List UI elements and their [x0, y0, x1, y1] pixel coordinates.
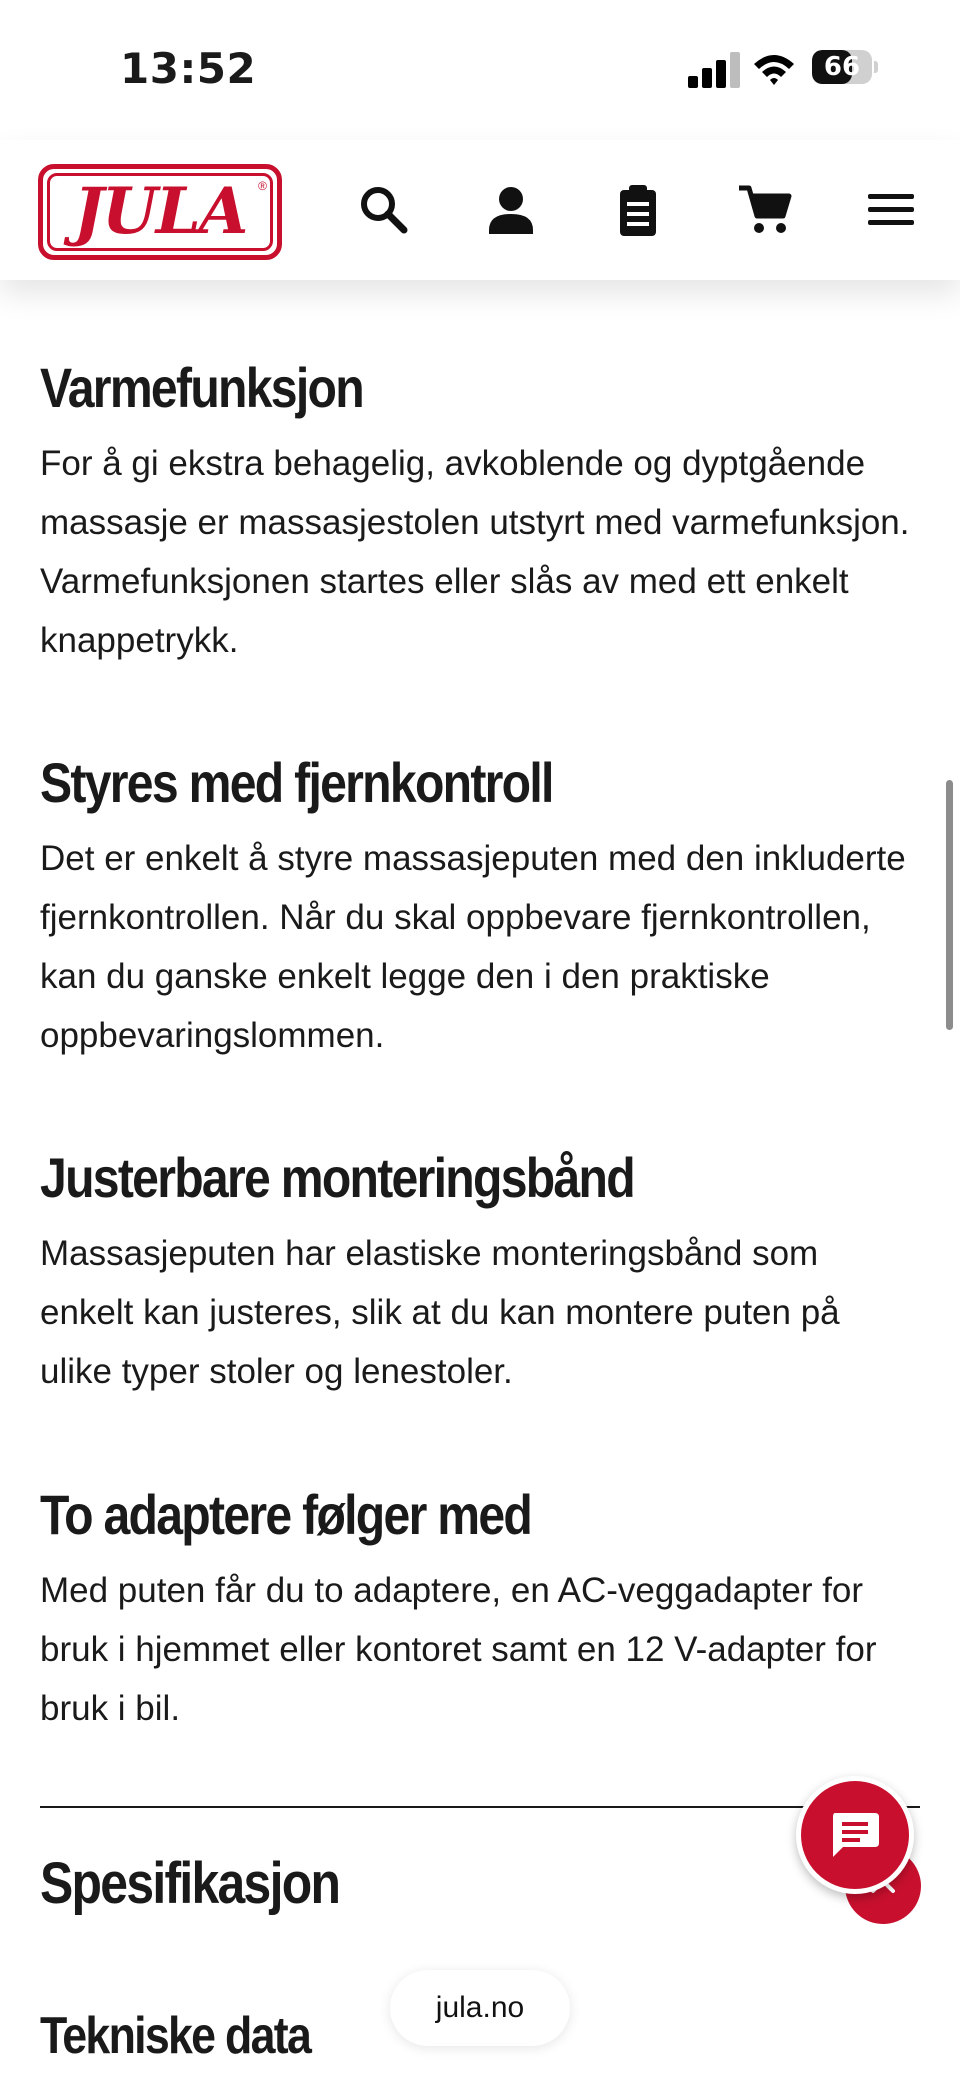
section-body: Med puten får du to adaptere, en AC-veggadapter for bruk i hjemmet eller kontoret samt en 12 V-adapter for bruk i bil.: [40, 1571, 877, 1728]
site-header: [0, 140, 960, 280]
menu-icon[interactable]: [862, 180, 922, 240]
tech-heading-block: [40, 2006, 354, 2066]
section-heading: Justerbare monteringsbånd: [40, 1146, 634, 1209]
scrollbar[interactable]: [946, 780, 953, 1030]
battery-percent: 66: [823, 52, 861, 82]
account-icon[interactable]: [481, 180, 541, 240]
section-body: Massasjeputen har elastiske monteringsbånd som enkelt kan justeres, slik at du kan montere puten på ulike typer stoler og lenestoler.: [40, 1234, 840, 1391]
status-time: 13:52: [120, 44, 257, 93]
logo-text: JULA: [73, 174, 247, 249]
battery-icon: [812, 50, 876, 88]
section-divider: [40, 1806, 920, 1808]
section-body: Det er enkelt å styre massasjeputen med den inkluderte fjernkontrollen. Når du skal oppbevare fjernkontrollen, kan du ganske enkelt legge den i den praktiske oppbevaringslommen.: [40, 839, 906, 1055]
section-body: For å gi ekstra behagelig, avkoblende og dyptgående massasje er massasjestolen utstyrt med varmefunksjon. Varmefunksjonen startes eller slås av med ett enkelt knappetrykk.: [40, 444, 910, 660]
cart-icon[interactable]: [735, 180, 795, 240]
shopping-list-icon[interactable]: [608, 180, 668, 240]
section-heading: Styres med fjernkontroll: [40, 751, 553, 814]
browser-url-bar[interactable]: jula.no: [390, 1970, 570, 2046]
feature-section-straps: [40, 1145, 920, 1401]
status-bar: [0, 0, 960, 140]
section-heading: To adaptere følger med: [40, 1483, 532, 1546]
chat-icon: [829, 1811, 881, 1859]
section-heading: Varmefunksjon: [40, 356, 363, 419]
feature-section-heat: [40, 355, 920, 670]
search-icon[interactable]: [354, 180, 414, 240]
jula-logo[interactable]: [38, 164, 282, 260]
cellular-signal-icon: [688, 52, 740, 88]
logo-registered-mark: ®: [258, 179, 267, 193]
feature-section-remote: [40, 750, 920, 1065]
chat-button[interactable]: [796, 1776, 914, 1894]
tech-data-heading[interactable]: Tekniske data: [40, 2007, 311, 2065]
spec-heading[interactable]: Spesifikasjon: [40, 1851, 340, 1916]
wifi-icon: [752, 52, 796, 88]
feature-section-adapters: [40, 1482, 920, 1738]
spec-heading-block: [40, 1850, 388, 1917]
